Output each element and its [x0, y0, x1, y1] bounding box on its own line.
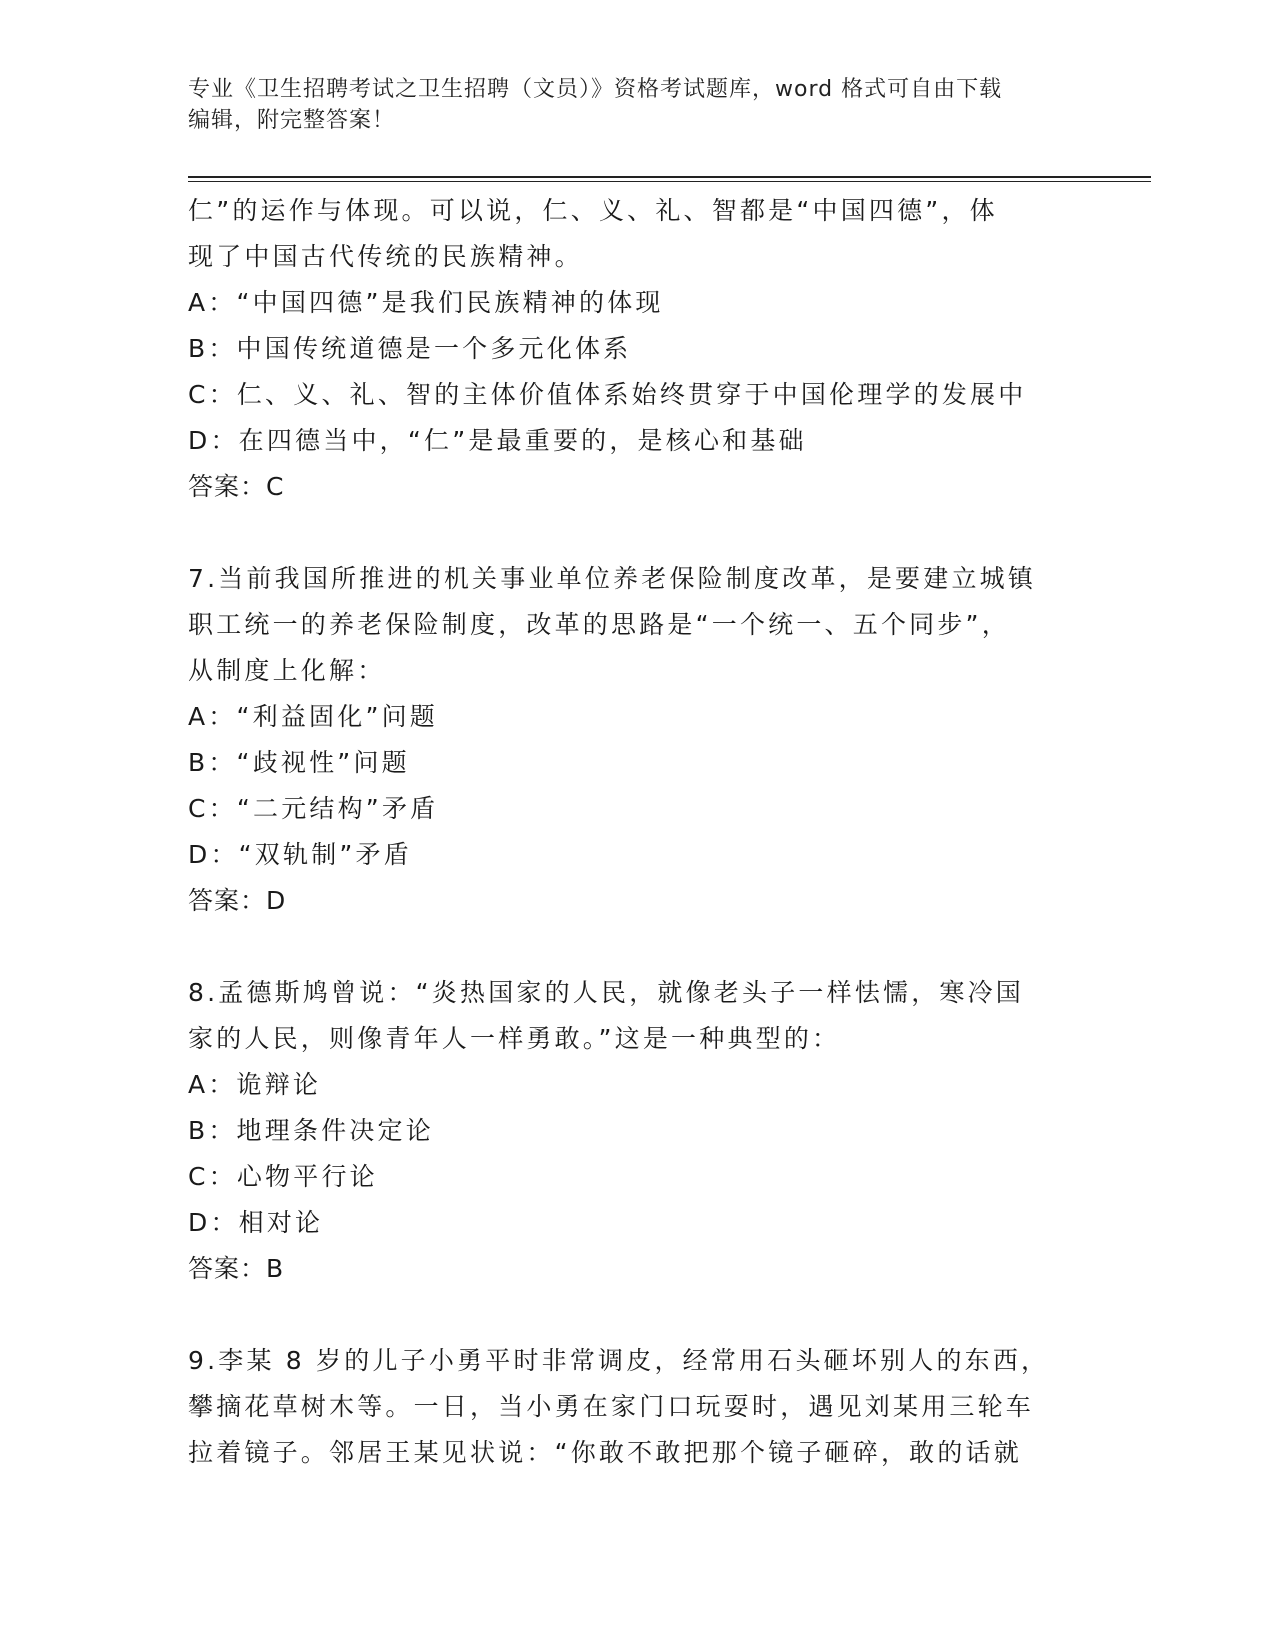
- option-b: B：“歧视性”问题: [188, 748, 410, 777]
- answer-line: 答案：B: [188, 1254, 285, 1283]
- header-line-2: 编辑，附完整答案！: [188, 108, 396, 133]
- option-b: B：地理条件决定论: [188, 1116, 434, 1145]
- question-content: [188, 188, 1068, 1476]
- question-stem-line: 攀摘花草树木等。一日，当小勇在家门口玩耍时，遇见刘某用三轮车: [188, 1392, 1035, 1421]
- header-divider-thin: [188, 181, 1151, 182]
- question-stem-line: 7.当前我国所推进的机关事业单位养老保险制度改革，是要建立城镇: [188, 564, 1037, 593]
- option-d: D：相对论: [188, 1208, 324, 1237]
- header-line-1: 专业《卫生招聘考试之卫生招聘（文员）》资格考试题库，word 格式可自由下载: [188, 77, 1003, 102]
- spacer: [188, 1292, 1068, 1338]
- question-stem-line: 仁”的运作与体现。可以说，仁、义、礼、智都是“中国四德”，体: [188, 196, 998, 225]
- option-a: A：诡辩论: [188, 1070, 322, 1099]
- page-header: [188, 74, 1088, 136]
- spacer: [188, 510, 1068, 556]
- option-c: C：仁、义、礼、智的主体价值体系始终贯穿于中国伦理学的发展中: [188, 380, 1027, 409]
- option-d: D：“双轨制”矛盾: [188, 840, 412, 869]
- question-stem-line: 职工统一的养老保险制度，改革的思路是“一个统一、五个同步”，: [188, 610, 1010, 639]
- question-stem-line: 8.孟德斯鸠曾说：“炎热国家的人民，就像老头子一样怯懦，寒冷国: [188, 978, 1025, 1007]
- question-8: [188, 970, 1068, 1292]
- question-stem-line: 9.李某 8 岁的儿子小勇平时非常调皮，经常用石头砸坏别人的东西，: [188, 1346, 1050, 1375]
- question-stem-line: 现了中国古代传统的民族精神。: [188, 242, 583, 271]
- option-a: A：“利益固化”问题: [188, 702, 439, 731]
- option-b: B：中国传统道德是一个多元化体系: [188, 334, 632, 363]
- option-d: D：在四德当中，“仁”是最重要的，是核心和基础: [188, 426, 807, 455]
- question-stem-line: 拉着镜子。邻居王某见状说：“你敢不敢把那个镜子砸碎，敢的话就: [188, 1438, 1022, 1467]
- option-c: C：心物平行论: [188, 1162, 378, 1191]
- question-7: [188, 556, 1068, 924]
- question-stem-line: 从制度上化解：: [188, 656, 386, 685]
- answer-line: 答案：C: [188, 472, 285, 501]
- header-divider-thick: [188, 176, 1151, 178]
- question-9: [188, 1338, 1068, 1476]
- spacer: [188, 924, 1068, 970]
- question-stem-line: 家的人民，则像青年人一样勇敢。”这是一种典型的：: [188, 1024, 841, 1053]
- option-c: C：“二元结构”矛盾: [188, 794, 439, 823]
- answer-line: 答案：D: [188, 886, 287, 915]
- option-a: A：“中国四德”是我们民族精神的体现: [188, 288, 664, 317]
- question-6: [188, 188, 1068, 510]
